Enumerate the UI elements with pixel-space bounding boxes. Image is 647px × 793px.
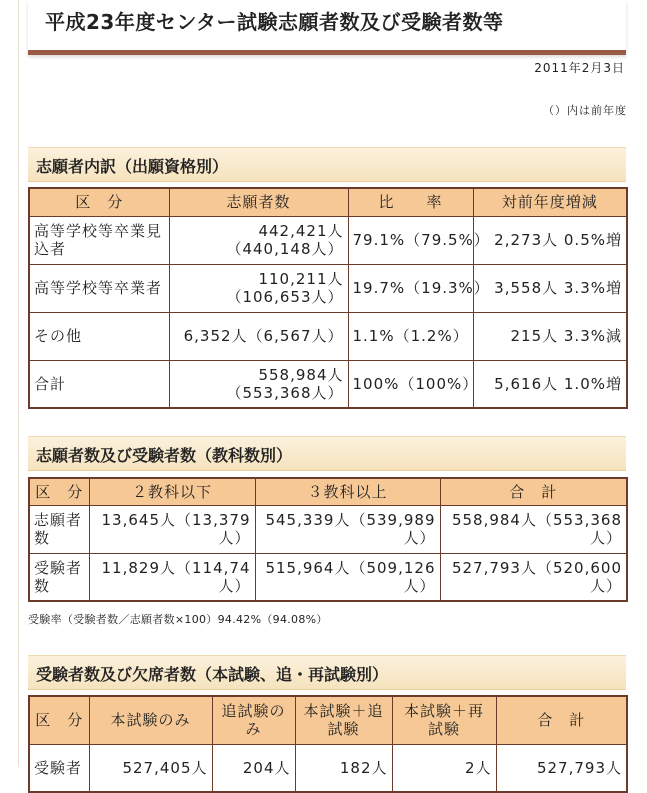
table-cell: 558,984人（553,368人） (440, 505, 627, 553)
exam-attendance-table (28, 695, 628, 793)
row-label: 志願者数 (29, 505, 89, 553)
subject-count-table (28, 477, 628, 602)
table-cell: 204人 (212, 744, 295, 792)
column-header: 合 計 (496, 696, 627, 744)
column-header: 本試験＋追試験 (295, 696, 392, 744)
table-cell: 515,964人（509,126人） (255, 553, 440, 601)
table-cell: 100%（100%） (348, 360, 473, 408)
table-cell: 527,793人 (496, 744, 627, 792)
column-header: ３教科以上 (255, 478, 440, 505)
table-cell: 545,339人（539,989人） (255, 505, 440, 553)
table-header-row (29, 188, 627, 216)
column-header: 合 計 (440, 478, 627, 505)
section-heading-text: 受験者数及び欠席者数（本試験、追・再試験別） (36, 665, 389, 684)
column-header: 区 分 (29, 188, 169, 216)
section-heading-exam-attendance (28, 655, 626, 690)
table-cell: 527,793人（520,600人） (440, 553, 627, 601)
table-cell: 442,421人（440,148人） (169, 216, 348, 264)
title-box (28, 0, 626, 55)
table-cell: 13,645人（13,379人） (89, 505, 255, 553)
table-cell: 527,405人 (89, 744, 212, 792)
table-cell: 1.1%（1.2%） (348, 312, 473, 360)
column-header: 志願者数 (169, 188, 348, 216)
page-title: 平成23年度センター試験志願者数及び受験者数等 (45, 10, 504, 34)
column-header: 区 分 (29, 478, 89, 505)
table-cell: 5,616人 1.0%増 (473, 360, 627, 408)
table-cell: 3,558人 3.3%増 (473, 264, 627, 312)
table-row (29, 312, 627, 360)
table-cell: 558,984人（553,368人） (169, 360, 348, 408)
section-heading-applicant-breakdown (28, 147, 626, 182)
table-cell: 2,273人 0.5%増 (473, 216, 627, 264)
row-label: その他 (29, 312, 169, 360)
row-label: 高等学校等卒業者 (29, 264, 169, 312)
row-label: 合計 (29, 360, 169, 408)
publish-date: 2011年2月3日 (534, 61, 625, 75)
page-container (18, 0, 629, 777)
row-label: 高等学校等卒業見込者 (29, 216, 169, 264)
table-header-row (29, 696, 627, 744)
table-cell: 6,352人（6,567人） (169, 312, 348, 360)
table-row (29, 744, 627, 792)
table-cell: 19.7%（19.3%） (348, 264, 473, 312)
row-label: 受験者数 (29, 553, 89, 601)
table-row (29, 264, 627, 312)
table-cell: 79.1%（79.5%） (348, 216, 473, 264)
row-label: 受験者 (29, 744, 89, 792)
column-header: 区 分 (29, 696, 89, 744)
column-header: 追試験のみ (212, 696, 295, 744)
table-row (29, 216, 627, 264)
applicant-breakdown-table (28, 187, 628, 409)
previous-year-note: （）内は前年度 (543, 104, 627, 117)
attendance-rate-caption: 受験率（受験者数／志願者数×100）94.42%（94.08%） (28, 613, 328, 626)
table-cell: 2人 (392, 744, 496, 792)
section-heading-text: 志願者数及び受験者数（教科数別） (36, 446, 293, 465)
table-cell: 215人 3.3%減 (473, 312, 627, 360)
table-cell: 182人 (295, 744, 392, 792)
table-row (29, 505, 627, 553)
table-header-row (29, 478, 627, 505)
column-header: 比 率 (348, 188, 473, 216)
column-header: 対前年度増減 (473, 188, 627, 216)
section-heading-subject-count (28, 436, 626, 471)
column-header: ２教科以下 (89, 478, 255, 505)
table-cell: 11,829人（114,74人） (89, 553, 255, 601)
table-cell: 110,211人（106,653人） (169, 264, 348, 312)
table-row (29, 553, 627, 601)
section-heading-text: 志願者内訳（出願資格別） (36, 157, 229, 176)
column-header: 本試験＋再試験 (392, 696, 496, 744)
table-row (29, 360, 627, 408)
column-header: 本試験のみ (89, 696, 212, 744)
